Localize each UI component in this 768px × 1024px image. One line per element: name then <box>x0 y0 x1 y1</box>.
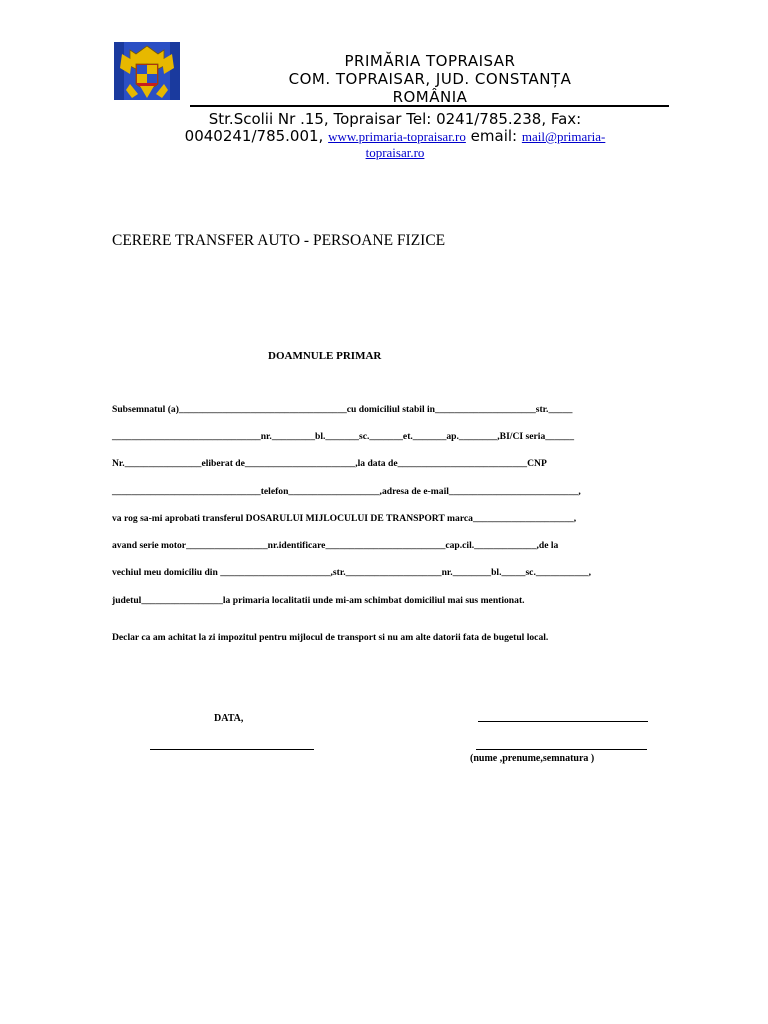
form-line-name-address[interactable]: Subsemnatul (a)___________________________________cu domiciliul stabil in_____________________str._____ <box>112 404 573 415</box>
fax-number: 0040241/785.001, <box>184 127 324 145</box>
email-link-continued[interactable]: topraisar.ro <box>365 145 425 160</box>
email-label: email: <box>470 127 518 145</box>
date-label: DATA, <box>214 713 244 724</box>
declaration-text: Declar ca am achitat la zi impozitul pentru mijlocul de transport si nu am alte datorii fata de bugetul local. <box>112 632 549 643</box>
name-signature-line-top[interactable] <box>478 721 648 722</box>
institution-locality: COM. TOPRAISAR, JUD. CONSTANȚA <box>288 70 572 88</box>
signature-caption: (nume ,prenume,semnatura ) <box>470 753 595 764</box>
form-line-previous-address[interactable]: vechiul meu domiciliu din _______________________,str.____________________nr.________bl._____sc.___________, <box>112 567 592 578</box>
date-signature-line[interactable] <box>150 749 314 750</box>
form-line-vehicle-details[interactable]: avand serie motor_________________nr.identificare_________________________cap.cil._____________,de la <box>112 540 559 551</box>
contact-line-continued <box>110 144 680 161</box>
name-signature-line[interactable] <box>476 749 647 750</box>
salutation: DOAMNULE PRIMAR <box>268 350 382 362</box>
institution-country: ROMÂNIA <box>392 88 468 106</box>
header-divider <box>190 105 669 107</box>
coat-of-arms-logo <box>112 40 182 102</box>
document-title: CERERE TRANSFER AUTO - PERSOANE FIZICE <box>112 232 446 249</box>
form-line-address-id[interactable]: _______________________________nr._________bl._______sc._______et._______ap.________,BI/CI seria______ <box>112 431 575 442</box>
institution-name: PRIMĂRIA TOPRAISAR <box>344 52 516 70</box>
form-line-id-issued[interactable]: Nr.________________eliberat de_______________________,la data de___________________________CNP <box>112 458 547 469</box>
form-line-transfer-request[interactable]: va rog sa-mi aprobati transferul DOSARULUI MIJLOCULUI DE TRANSPORT marca_____________________, <box>112 513 577 524</box>
form-line-county[interactable]: judetul_________________la primaria localitatii unde mi-am schimbat domiciliul mai sus mentionat. <box>112 595 525 606</box>
address-line: Str.Scolii Nr .15, Topraisar Tel: 0241/785.238, Fax: <box>208 110 582 128</box>
contact-line <box>110 128 680 145</box>
email-link[interactable]: mail@primaria- <box>521 129 606 144</box>
website-link[interactable]: www.primaria-topraisar.ro <box>328 129 466 144</box>
form-line-cnp-contact[interactable]: _______________________________telefon___________________,adresa de e-mail___________________________, <box>112 486 581 497</box>
